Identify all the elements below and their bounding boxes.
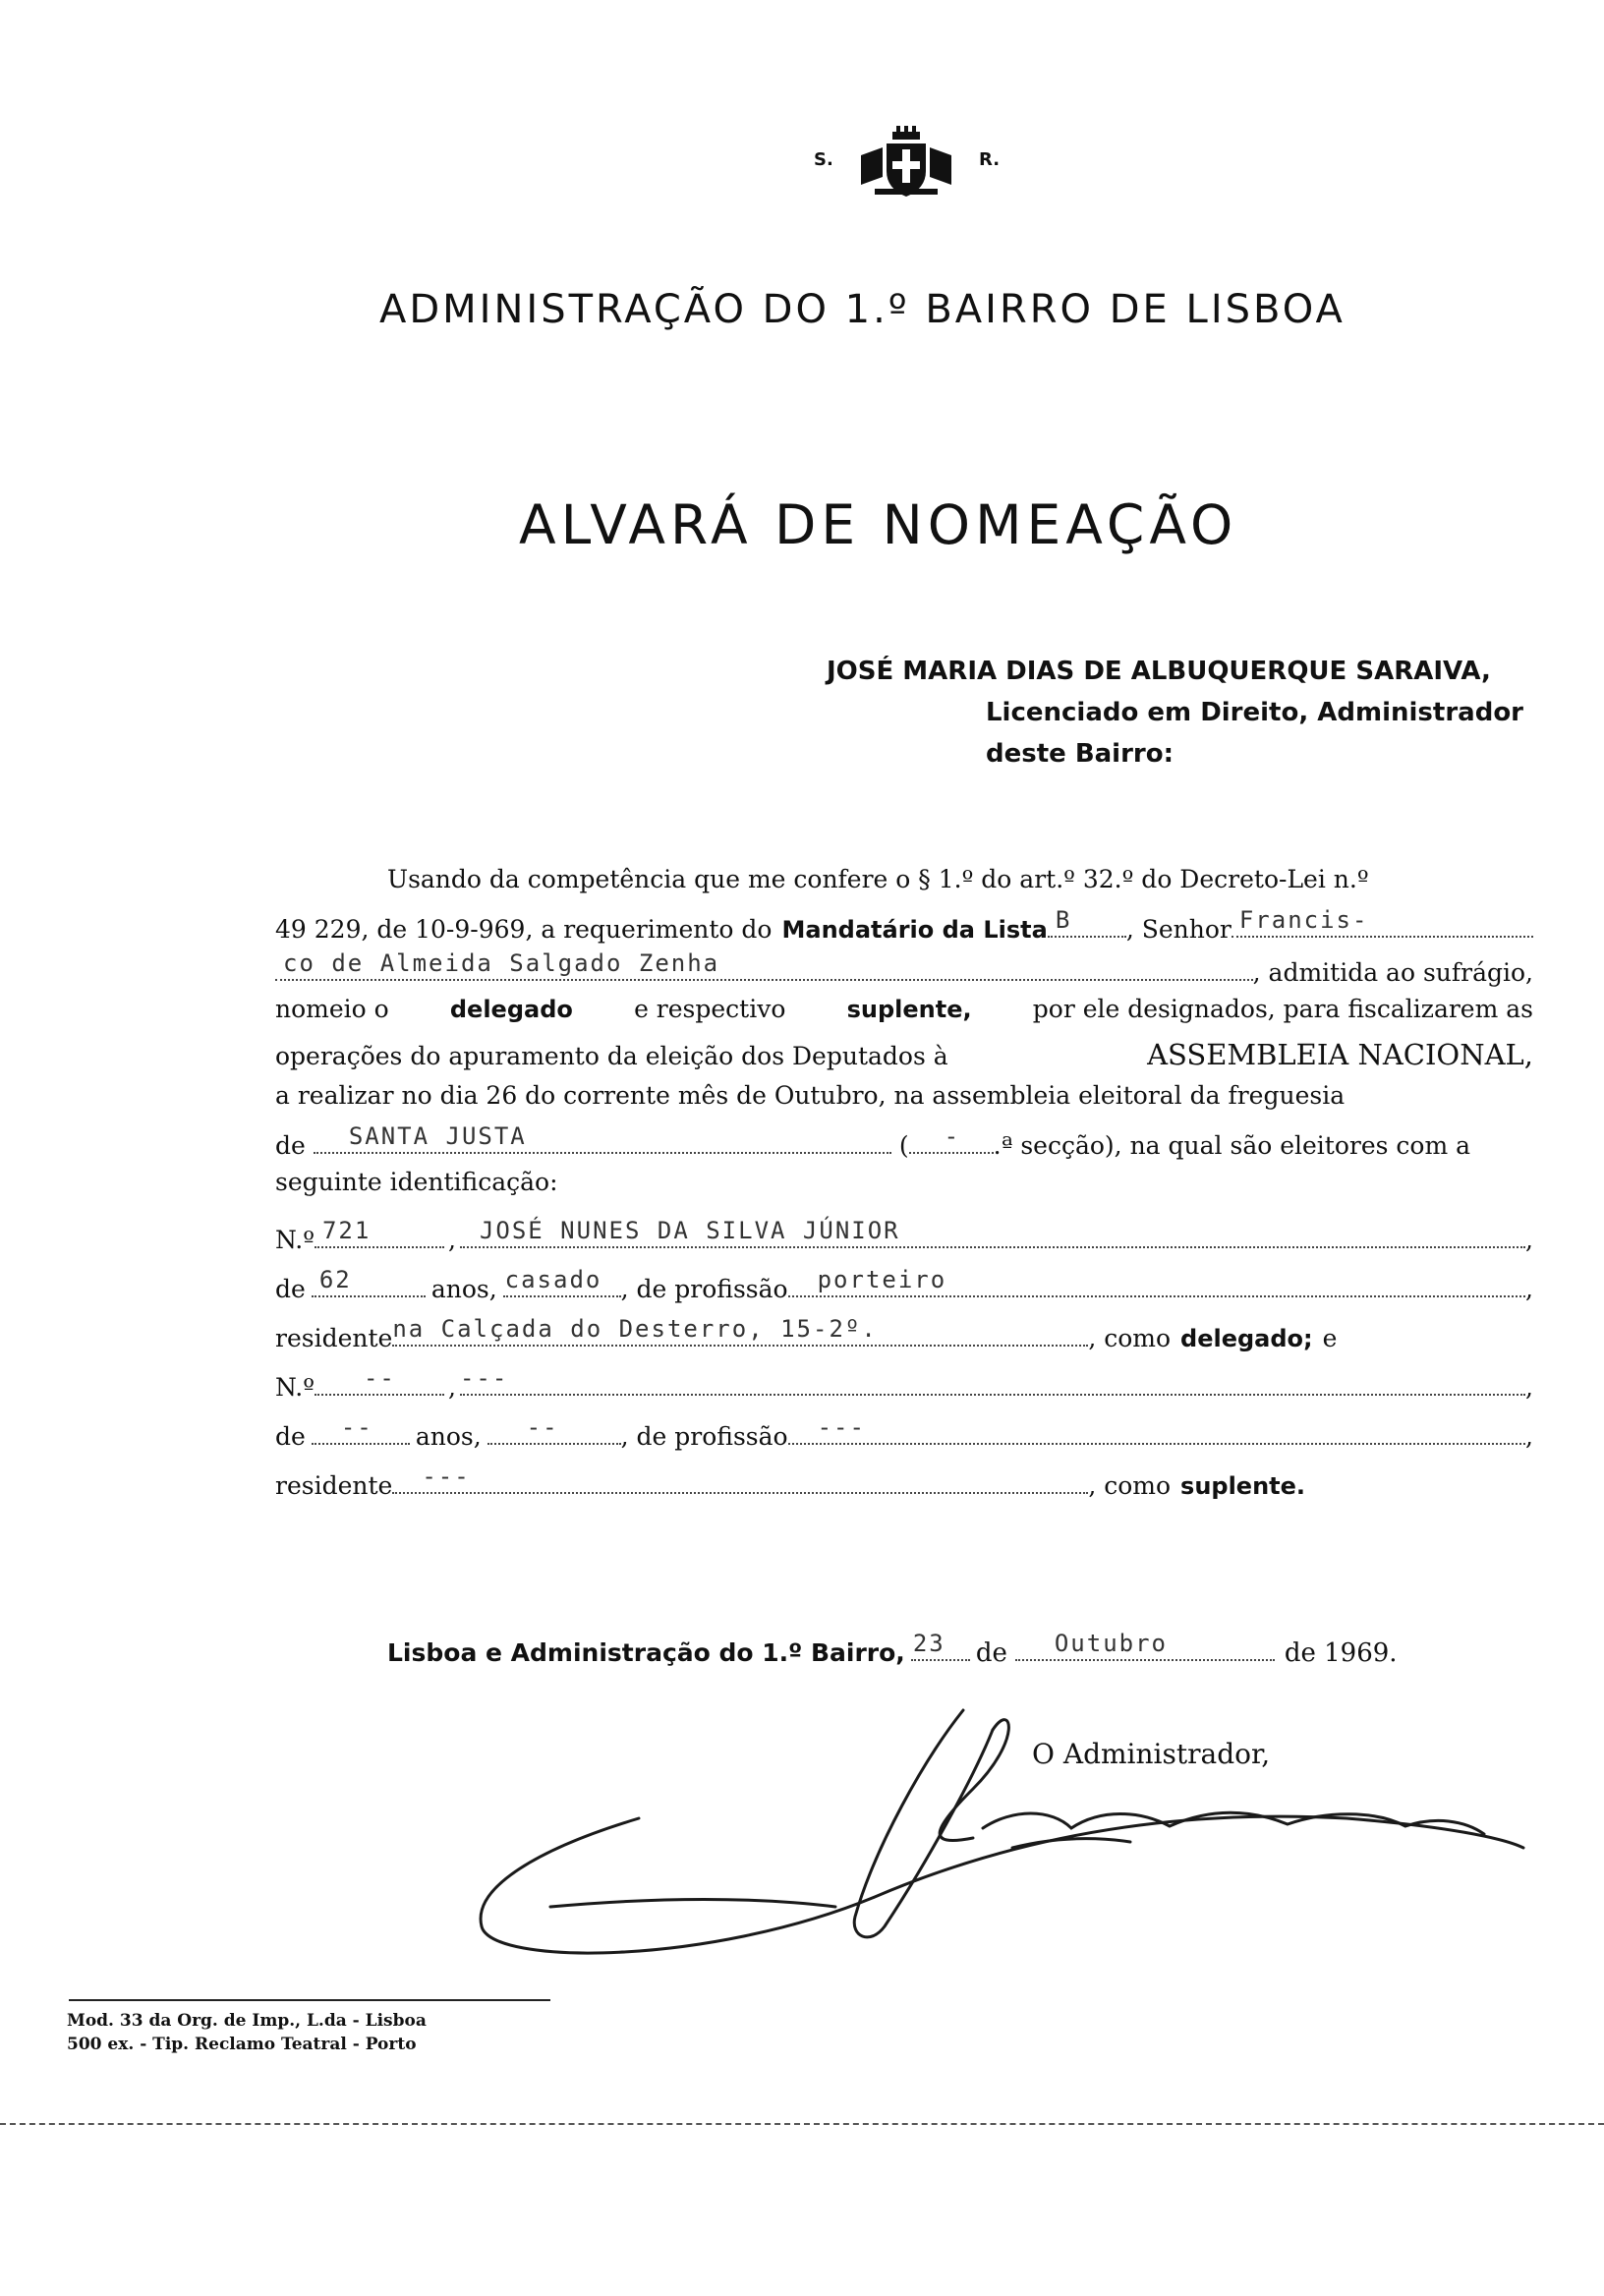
official-name: JOSÉ MARIA DIAS DE ALBUQUERQUE SARAIVA, (826, 657, 1491, 686)
year-text: de 1969. (1284, 1638, 1398, 1668)
section-field: - (909, 1124, 994, 1154)
date-line (387, 1632, 1398, 1668)
representative-name-field-2: co de Almeida Salgado Zenha (275, 951, 1253, 981)
age-label: de (275, 1275, 306, 1303)
delegate-age-field: 62 (312, 1268, 426, 1297)
delegado-role: delegado; (1180, 1325, 1313, 1352)
substitute-number-line: N.º -- , --- , (275, 1364, 1533, 1402)
residence-label: residente (275, 1471, 393, 1500)
delegate-number-field: 721 (315, 1219, 444, 1248)
body-text: .ª secção), na qual são eleitores com a (993, 1131, 1471, 1160)
official-office: deste Bairro: (985, 739, 1174, 769)
body-line-7 (275, 1124, 1533, 1170)
delegate-number-line: N.º 721 , JOSÉ NUNES DA SILVA JÚNIOR , (275, 1217, 1533, 1254)
imprint-line-1: Mod. 33 da Org. de Imp., L.da - Lisboa (67, 2011, 427, 2031)
body-text: Usando da competência que me confere o § 1.º do art.º 32.º do Decreto-Lei n.º (387, 865, 1369, 893)
official-block (827, 651, 1523, 775)
delegado-word: delegado (449, 996, 573, 1023)
coat-of-arms-icon (857, 126, 955, 204)
role-text: , como (1088, 1324, 1172, 1352)
body-line-8 (275, 1168, 1533, 1213)
substitute-name-field: --- (460, 1366, 1525, 1396)
coat-of-arms-header (0, 126, 1604, 204)
representative-name-field-1: Francis- (1232, 908, 1533, 938)
delegate-status-field: casado (503, 1268, 621, 1297)
document-title: ALVARÁ DE NOMEAÇÃO (519, 493, 1238, 556)
date-de: de (975, 1638, 1007, 1668)
official-title: Licenciado em Direito, Administrador (985, 698, 1523, 727)
role-text: , como (1088, 1471, 1172, 1500)
signer-title: O Administrador, (1032, 1738, 1271, 1770)
delegate-age-line: de 62 anos, casado , de profissão porteiro , (275, 1266, 1533, 1303)
delegate-address-field: na Calçada do Desterro, 15-2º. (392, 1317, 1088, 1347)
substitute-status-field: -- (487, 1415, 621, 1445)
body-text: de (275, 1131, 306, 1160)
body-text: seguinte identificação: (275, 1168, 558, 1196)
substitute-residence-line (275, 1464, 1533, 1510)
substitute-age-field: -- (312, 1415, 410, 1445)
substitute-profession-field: --- (788, 1415, 1525, 1445)
crest-right-letter: R. (979, 149, 1001, 170)
body-text: operações do apuramento da eleição dos Deputados à (275, 1042, 948, 1070)
body-text: nomeio o (275, 995, 389, 1023)
number-label: N.º (275, 1226, 315, 1254)
anos-label: anos, (430, 1275, 497, 1303)
substitute-number-field: -- (315, 1366, 444, 1396)
body-line-4 (275, 995, 1533, 1040)
imprint-line-2: 500 ex. - Tip. Reclamo Teatral - Porto (67, 2035, 417, 2054)
body-text: 49 229, de 10-9-969, a requerimento do (275, 915, 773, 944)
body-line-2 (275, 908, 1533, 953)
suplente-role: suplente. (1180, 1472, 1306, 1500)
body-text: ( (898, 1131, 909, 1160)
residence-label: residente (275, 1324, 393, 1352)
anos-label: anos, (415, 1422, 482, 1451)
delegate-profession-field: porteiro (788, 1268, 1525, 1297)
number-label: N.º (275, 1373, 315, 1402)
parish-field: SANTA JUSTA (314, 1124, 891, 1154)
delegate-name-field: JOSÉ NUNES DA SILVA JÚNIOR (460, 1219, 1525, 1248)
printer-imprint (67, 2009, 427, 2056)
body-line-5 (275, 1038, 1533, 1083)
body-line-6 (275, 1081, 1533, 1126)
body-line-3 (275, 951, 1533, 997)
profession-label: , de profissão (620, 1275, 788, 1303)
body-text: a realizar no dia 26 do corrente mês de Outubro, na assembleia eleitoral da freguesia (275, 1081, 1346, 1110)
crest-left-letter: S. (814, 149, 833, 170)
delegate-residence-line (275, 1317, 1533, 1362)
page-bottom-rule (0, 2123, 1604, 2125)
age-label: de (275, 1422, 306, 1451)
profession-label: , de profissão (620, 1422, 788, 1451)
role-text: e (1322, 1324, 1338, 1352)
month-field: Outubro (1015, 1632, 1275, 1661)
substitute-address-field: --- (392, 1464, 1088, 1494)
place-text: Lisboa e Administração do 1.º Bairro, (387, 1638, 905, 1667)
body-line-1 (387, 865, 1531, 910)
imprint-divider (69, 1999, 550, 2001)
body-text: por ele designados, para fiscalizarem as (1032, 995, 1533, 1023)
mandatario-label: Mandatário da Lista (781, 916, 1048, 944)
handwritten-signature (462, 1700, 1543, 1966)
suplente-word: suplente, (846, 996, 972, 1023)
body-text: , Senhor (1125, 915, 1232, 944)
assembleia-nacional: ASSEMBLEIA NACIONAL, (1147, 1038, 1533, 1071)
substitute-age-line: de -- anos, -- , de profissão --- , (275, 1413, 1533, 1451)
list-letter-field: B (1048, 908, 1126, 938)
body-text: e respectivo (634, 995, 786, 1023)
body-text: , admitida ao sufrágio, (1252, 958, 1533, 987)
administration-title: ADMINISTRAÇÃO DO 1.º BAIRRO DE LISBOA (379, 287, 1346, 332)
day-field: 23 (911, 1632, 970, 1661)
